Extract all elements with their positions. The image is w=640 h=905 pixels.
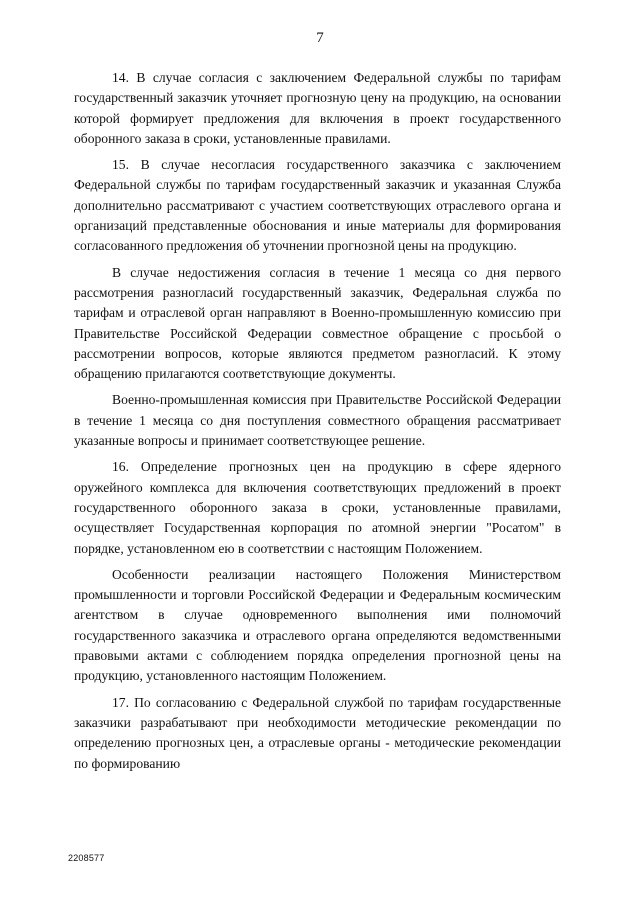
- paragraph-15-commission-decision: Военно-промышленная комиссия при Правительстве Российской Федерации в течение 1 месяца со дня поступления совместного обращения рассматривает указанные вопросы и принимает соответствующее решение.: [74, 392, 561, 449]
- paragraph-16: 16. Определение прогнозных цен на продукцию в сфере ядерного оружейного комплекса для включения соответствующих предложений в проект государственного оборонного заказа в сроки, установленные правилами, осуществляет Государственная корпорация по атомной энергии "Росатом" в порядке, установленном ею в соответствии с настоящим Положением.: [74, 459, 561, 556]
- paragraph-15-disagreement: В случае недостижения согласия в течение 1 месяца со дня первого рассмотрения разногласий государственный заказчик, Федеральная служба по тарифам и отраслевой орган направляют в Военно-промышленную комиссию при Правительстве Российской Федерации совместное обращение с просьбой о рассмотрении вопросов, которые являются предметом разногласий. К этому обращению прилагаются соответствующие документы.: [74, 264, 561, 382]
- paragraph-14: 14. В случае согласия с заключением Федеральной службы по тарифам государственный заказчик уточняет прогнозную цену на продукцию, на основании которой формирует предложения для включения в проект государственного оборонного заказа в сроки, установленные правилами.: [74, 70, 561, 146]
- document-code: 2208577: [68, 853, 105, 863]
- paragraph-17: 17. По согласованию с Федеральной службой по тарифам государственные заказчики разрабатывают при необходимости методические рекомендации по определению прогнозных цен, а отраслевые органы - методические рекомендации по формированию: [74, 694, 561, 771]
- document-body: [74, 68, 561, 780]
- paragraph-16-specifics: Особенности реализации настоящего Положения Министерством промышленности и торговли Российской Федерации и Федеральным космическим агентством в случае одновременного выполнения ими полномочий государственного заказчика и отраслевого органа определяются ведомственными правовыми актами с соблюдением порядка определения прогнозной цены на продукцию, установленного настоящим Положением.: [74, 566, 561, 684]
- page-number: 7: [316, 30, 324, 46]
- paragraph-15: 15. В случае несогласия государственного заказчика с заключением Федеральной службы по тарифам государственный заказчик и указанная Служба дополнительно рассматривают с участием соответствующих отраслевого органа и организаций представленные обоснования и иные материалы для формирования согласованного предложения об уточнении прогнозной цены на продукцию.: [74, 157, 561, 254]
